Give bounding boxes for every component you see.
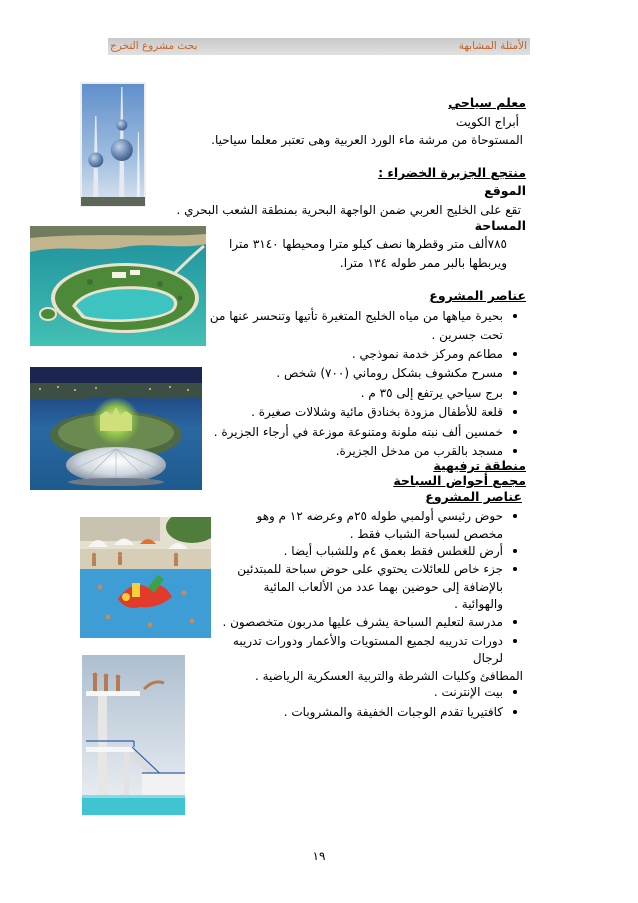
bullet-item-text: خمسين ألف نبته ملونة ومتنوعة موزعة في أرجاء الجزيرة . [213,425,503,439]
bullet-item-text: برج سياحي يرتفع إلى ٣٥ م . [360,386,503,400]
bullet-item-text: المطافئ وكليات الشرطة والتربية العسكرية الرياضية . [254,669,523,683]
dome-structure [66,447,166,486]
landmark-description: المستوحاة من مرشة ماء الورد العربية وهى تعتبر معلما سياحيا. [211,133,523,147]
bullet-item-text: قلعة للأطفال مزودة بخنادق مائية وشلالات صغيرة . [251,405,503,419]
bullet-item-text: كافتيريا تقدم الوجبات الخفيفة والمشروبات . [283,705,503,719]
bullet-item-text: مخصص لسباحة الشباب فقط . [349,527,503,541]
bullet-item-text: جزء خاص للعائلات يحتوي على حوض سباحة للمبتدئين [237,562,503,576]
elements-heading: عناصر المشروع [429,288,526,303]
bullet-item-text: والهوائية . [454,597,503,611]
pool-deck [80,549,211,571]
island-dusk-photo [30,367,202,490]
bullet-icon [513,352,517,356]
location-label: الموقع [484,183,526,198]
bullet-icon [513,514,517,518]
kuwait-towers-photo [80,82,146,207]
bullet-item-text: مدرسة لتعليم السباحة يشرف عليها مدربون متخصصون . [222,615,503,629]
header-right-title: الأمثلة المشابهة [458,40,527,52]
page-number: ١٩ [312,849,326,863]
bullet-icon [513,410,517,414]
bullet-item-text: بيت الإنترنت . [433,685,503,699]
green-island-aerial-photo [30,226,206,346]
bullet-icon [513,391,517,395]
landmark-name: أبراج الكويت [455,115,519,129]
small-island [39,307,57,321]
bullet-item-text: أرض للغطس فقط بعمق ٤م وللشباب أيضا . [283,544,503,558]
bullet-icon [513,620,517,624]
header-left-title: بحث مشروع التخرج [110,40,198,52]
bullet-icon [513,549,517,553]
bullet-item-text: مطاعم ومركز خدمة نموذجي . [351,347,503,361]
bullet-item-text: مسجد بالقرب من مدخل الجزيرة. [335,444,503,458]
bullet-item-text: بالإضافة إلى حوضين بهما عدد من الألعاب المائية [263,580,503,594]
building [80,517,160,541]
area-text-line: ويربطها بالبر ممر طوله ١٣٤ مترا. [339,256,507,270]
bullet-icon [513,567,517,571]
bullet-item-text: تحت جسرين . [431,328,503,342]
swimming-pool-photo [80,517,211,638]
diving-tower-photo [82,655,185,815]
bullet-item-text: دورات تدريبه لجميع المستويات والأعمار ودورات تدريبه [232,634,503,648]
bullet-icon [513,449,517,453]
bullet-item-text: بحيرة مياهها من مياه الخليج المتغيرة تأتيها وتنحسر عنها من [209,309,503,323]
page-header-bar [108,38,530,55]
bullet-item-text: لرجال [472,651,503,665]
bullet-icon [513,371,517,375]
section-subheading-pools: مجمع أحواض السباحة [393,473,526,488]
area-text-line: ٧٨٥ألف متر وقطرها نصف كيلو مترا ومحيطها ٣١٤٠ مترا [228,237,507,251]
location-text: تقع على الخليج العربي ضمن الواجهة البحرية بمنطقة الشعب البحري . [176,203,521,217]
bullet-item-text: حوض رئيسي أولمبي طوله ٢٥م وعرضه ١٢ م وهو [256,509,503,523]
bullet-icon [513,690,517,694]
section-heading-green-island: منتجع الجزيرة الخضراء : [378,165,526,180]
bullet-icon [513,710,517,714]
bullet-icon [513,639,517,643]
bullet-icon [513,314,517,318]
elements-heading: عناصر المشروع [425,489,522,504]
night-sky [30,367,202,383]
bullet-item-text: مسرح مكشوف بشكل روماني (٧٠٠) شخص . [276,366,503,380]
bullet-icon [513,430,517,434]
ground [81,197,145,206]
main-island [51,263,199,333]
area-label: المساحة [474,218,526,233]
section-heading-recreation: منطقة ترفيهية [433,458,526,473]
section-heading-landmark: معلم سياحي [448,95,526,110]
